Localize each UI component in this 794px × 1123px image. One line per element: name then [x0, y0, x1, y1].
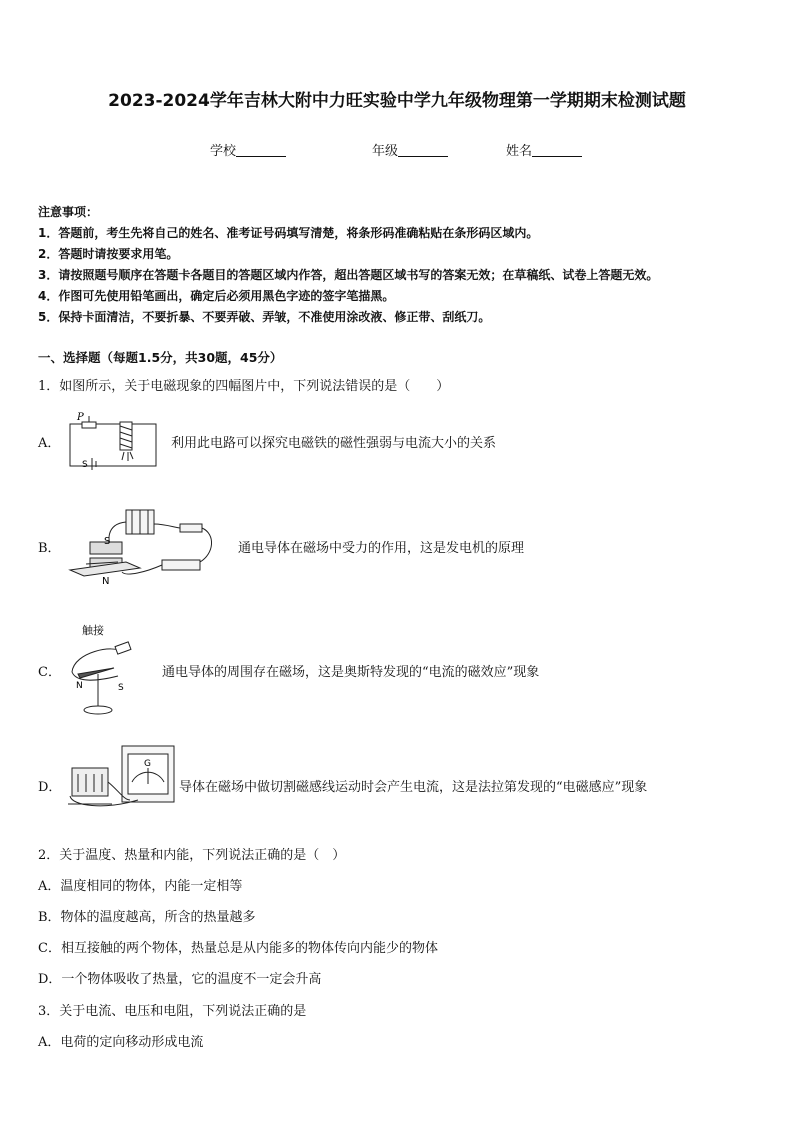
fig-d-label-g: G: [144, 759, 151, 769]
section-heading: 一、选择题（每题1.5分，共30题，45分）: [38, 350, 283, 365]
electromagnet-circuit-figure: [64, 412, 160, 470]
school-field: [210, 140, 286, 159]
note-item: 3．请按照题号顺序在答题卡各题目的答题区域内作答，超出答题区域书写的答案无效；在草稿纸、试卷上答题无效。: [38, 268, 659, 282]
q1-option-c-label: C．: [38, 665, 61, 680]
fig-c-label-n: N: [76, 681, 83, 691]
q1-option-b-label: B．: [38, 541, 61, 556]
fig-c-label-s: S: [118, 683, 124, 693]
q2-option-b: B．物体的温度越高，所含的热量越多: [38, 910, 256, 925]
electromagnetic-induction-figure: [64, 744, 176, 810]
q1-option-b-text: 通电导体在磁场中受力的作用，这是发电机的原理: [238, 541, 525, 556]
q1-stem: 1．如图所示，关于电磁现象的四幅图片中，下列说法错误的是（ ）: [38, 379, 450, 394]
motor-apparatus-figure: [66, 502, 218, 590]
q2-option-a: A．温度相同的物体，内能一定相等: [38, 879, 243, 894]
note-item: 2．答题时请按要求用笔。: [38, 247, 179, 261]
note-item: 1．答题前，考生先将自己的姓名、准考证号码填写清楚，将条形码准确粘贴在条形码区域内。: [38, 226, 539, 240]
exam-title: 2023-2024学年吉林大附中力旺实验中学九年级物理第一学期期末检测试题: [108, 91, 686, 111]
q1-option-d-text: 导体在磁场中做切割磁感线运动时会产生电流，这是法拉第发现的“电磁感应”现象: [179, 780, 648, 795]
school-blank: [236, 144, 286, 157]
grade-blank: [398, 144, 448, 157]
fig-a-label-p: P: [77, 412, 84, 423]
name-field: [506, 140, 582, 159]
fig-b-label-n: N: [102, 576, 110, 587]
fig-a-label-s: S: [82, 460, 88, 470]
q1-option-c-text: 通电导体的周围存在磁场，这是奥斯特发现的“电流的磁效应”现象: [162, 665, 540, 680]
q2-stem: 2．关于温度、热量和内能，下列说法正确的是（ ）: [38, 848, 346, 863]
fig-b-label-s: S: [104, 536, 111, 547]
school-label: 学校: [210, 144, 237, 159]
q2-option-c: C．相互接触的两个物体，热量总是从内能多的物体传向内能少的物体: [38, 941, 438, 956]
q3-stem: 3．关于电流、电压和电阻，下列说法正确的是: [38, 1004, 307, 1019]
oersted-experiment-figure: [64, 622, 150, 720]
q1-option-d-label: D．: [38, 780, 62, 795]
q1-option-a-text: 利用此电路可以探究电磁铁的磁性强弱与电流大小的关系: [171, 436, 497, 451]
name-blank: [532, 144, 582, 157]
note-item: 5．保持卡面清洁，不要折暴、不要弄破、弄皱，不准使用涂改液、修正带、刮纸刀。: [38, 310, 491, 324]
fig-c-label-touch: 触接: [82, 624, 104, 637]
notes-heading: 注意事项：: [38, 205, 99, 219]
notes-block: [38, 202, 658, 328]
note-item: 4．作图可先使用铅笔画出，确定后必须用黑色字迹的签字笔描黑。: [38, 289, 395, 303]
q1-option-a-label: A．: [38, 436, 61, 451]
grade-label: 年级: [372, 144, 399, 159]
q3-option-a: A．电荷的定向移动形成电流: [38, 1035, 204, 1050]
grade-field: [372, 140, 448, 159]
name-label: 姓名: [506, 144, 533, 159]
q2-option-d: D．一个物体吸收了热量，它的温度不一定会升高: [38, 972, 322, 987]
